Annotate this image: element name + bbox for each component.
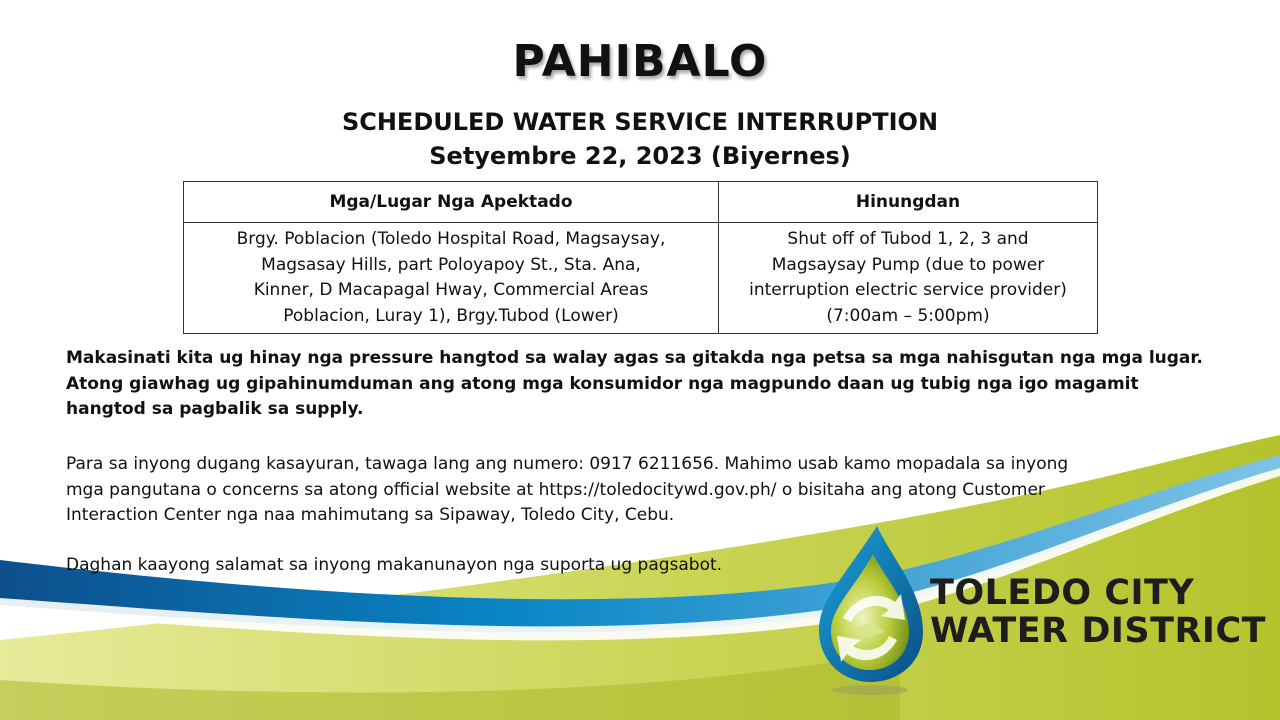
water-drop-recycle-icon [815,520,925,700]
header-reason: Hinungdan [719,182,1098,223]
brand-line-1: TOLEDO CITY [930,573,1195,613]
notice-line: Atong giawhag ug gipahinumduman ang atong mga konsumidor nga magpundo daan ug tubig nga igo magamit [66,373,1139,394]
contact-info [66,452,1236,529]
area-line: Magsasay Hills, part Poloyapoy St., Sta. Ana, [261,254,641,275]
area-line: Kinner, D Macapagal Hway, Commercial Areas [253,280,649,300]
header-affected-areas: Mga/Lugar Nga Apektado [184,182,719,223]
contact-line: mga pangutana o concerns sa atong official website at https://toledocitywd.gov.ph/ o bisitaha ang atong Customer [66,479,1045,500]
notice-subtitle: SCHEDULED WATER SERVICE INTERRUPTION [341,108,939,136]
brand-line-2: WATER DISTRICT [930,611,1267,651]
reason-line: Magsaysay Pump (due to power [771,254,1045,275]
contact-line: Interaction Center nga naa mahimutang sa Sipaway, Toledo City, Cebu. [66,505,675,525]
table-header-row [184,182,1098,223]
area-line: Poblacion, Luray 1), Brgy.Tubod (Lower) [283,305,619,326]
pressure-notice [66,346,1236,423]
contact-line: Para sa inyong dugang kasayuran, tawaga lang ang numero: 0917 6211656. Mahimo usab kamo mopadala sa inyong [66,454,1069,474]
notice-line: Makasinati kita ug hinay nga pressure hangtod sa walay agas sa gitakda nga petsa sa mga nahisgutan nga mga lugar. [66,348,1203,368]
reason-cell [719,223,1098,334]
table-row [184,223,1098,334]
affected-areas-cell [184,223,719,334]
reason-line: (7:00am – 5:00pm) [826,305,990,326]
reason-line: interruption electric service provider) [749,280,1067,300]
brand-wordmark [930,574,1266,650]
area-line: Brgy. Poblacion (Toledo Hospital Road, Magsaysay, [236,229,666,249]
thank-you-message: Daghan kaayong salamat sa inyong makanunayon nga suporta ug pagsabot. [66,555,723,575]
notice-line: hangtod sa pagbalik sa supply. [66,399,364,419]
page-title: PAHIBALO [512,36,768,87]
affected-areas-table [183,181,1098,334]
notice-date: Setyembre 22, 2023 (Biyernes) [429,142,851,170]
reason-line: Shut off of Tubod 1, 2, 3 and [787,229,1029,249]
